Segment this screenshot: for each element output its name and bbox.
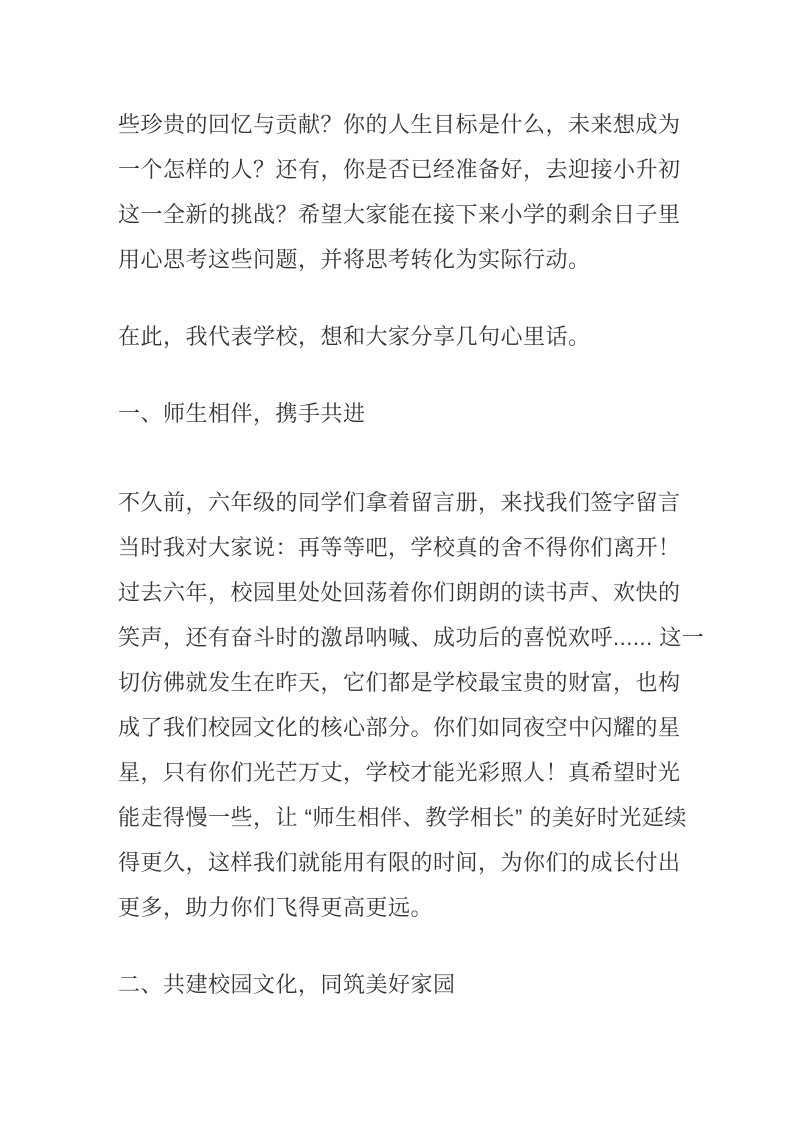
text-line: 过去六年，校园里处处回荡着你们朗朗的读书声、欢快的: [118, 580, 681, 605]
text-line: 在此，我代表学校，想和大家分享几句心里话。: [118, 324, 591, 349]
text-line: 星，只有你们光芒万丈，学校才能光彩照人！真希望时光: [118, 760, 681, 785]
text-line: 成了我们校园文化的核心部分。你们如同夜空中闪耀的星: [118, 715, 681, 740]
section-heading: [118, 391, 675, 436]
text-line: 切仿佛就发生在昨天，它们都是学校最宝贵的财富，也构: [118, 670, 681, 695]
text-line: 能走得慢一些，让 “师生相伴、教学相长” 的美好时光延续: [118, 805, 687, 830]
text-line: 更多，助力你们飞得更高更远。: [118, 895, 434, 920]
text-line: 笑声，还有奋斗时的激昂呐喊、成功后的喜悦欢呼...... 这一: [118, 625, 705, 650]
text-line: 这一全新的挑战？希望大家能在接下来小学的剩余日子里: [118, 202, 681, 227]
paragraph: [118, 480, 705, 930]
text-line: 些珍贵的回忆与贡献？你的人生目标是什么，未来想成为: [118, 112, 681, 137]
section-heading: [118, 962, 675, 1007]
paragraph: [118, 102, 681, 282]
heading-text: 一、师生相伴，携手共进: [118, 401, 366, 426]
heading-text: 二、共建校园文化，同筑美好家园: [118, 972, 456, 997]
text-line: 当时我对大家说：再等等吧，学校真的舍不得你们离开！: [118, 535, 681, 560]
text-line: 用心思考这些问题，并将思考转化为实际行动。: [118, 247, 591, 272]
text-line: 得更久，这样我们就能用有限的时间，为你们的成长付出: [118, 850, 681, 875]
text-line: 不久前，六年级的同学们拿着留言册，来找我们签字留言: [118, 490, 681, 515]
paragraph: [118, 314, 675, 359]
text-line: 一个怎样的人？还有，你是否已经准备好，去迎接小升初: [118, 157, 681, 182]
